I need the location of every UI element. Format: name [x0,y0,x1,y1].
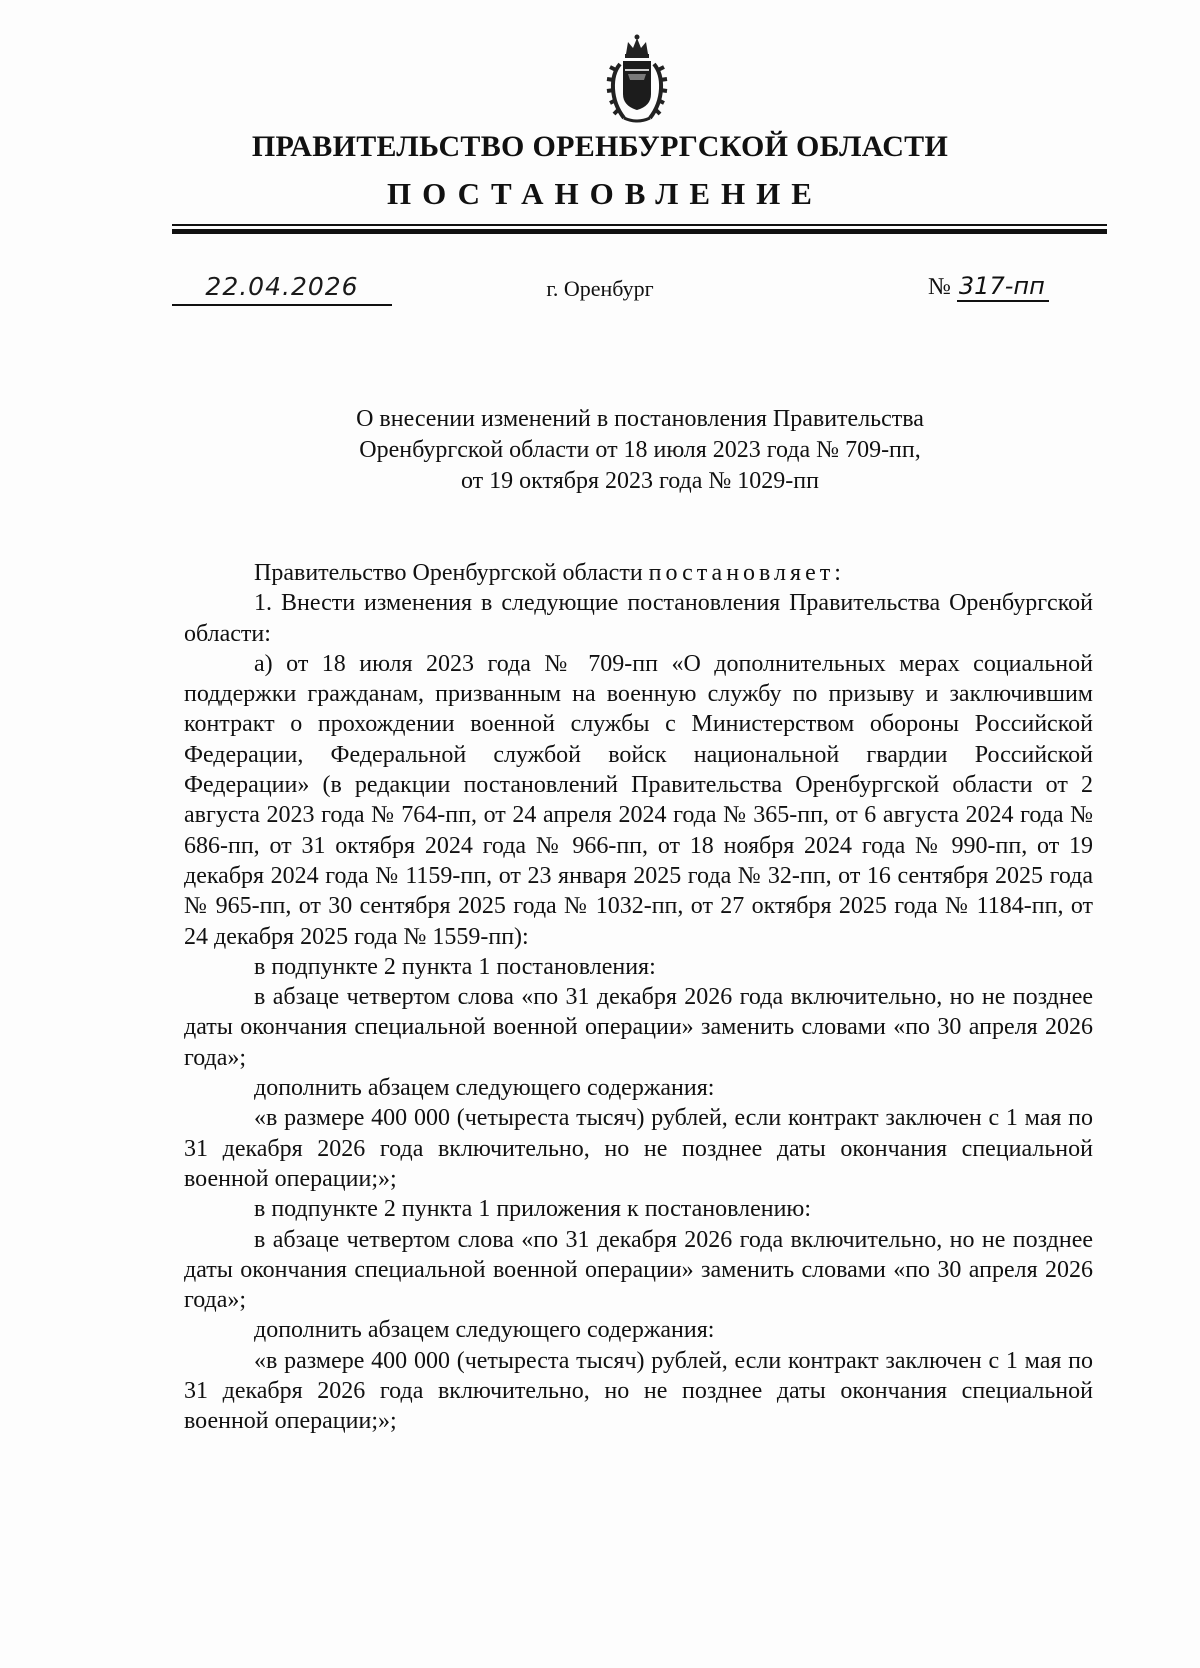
paragraph: в абзаце четвертом слова «по 31 декабря 2026 года включительно, но не позднее даты окончания специальной военной операции» заменить словами «по 30 апреля 2026 года»; [184,1226,1093,1314]
subject-line: от 19 октября 2023 года № 1029-пп [461,468,819,494]
subject-line: Оренбургской области от 18 июля 2023 года № 709-пп, [359,437,921,463]
government-title: ПРАВИТЕЛЬСТВО ОРЕНБУРГСКОЙ ОБЛАСТИ [251,130,949,163]
intro-paragraph [184,558,1093,588]
paragraph: «в размере 400 000 (четыреста тысяч) рублей, если контракт заключен с 1 мая по 31 декабря 2026 года включительно, но не позднее даты окончания специальной военной операции;»; [184,1347,1093,1435]
paragraph: 1. Внести изменения в следующие постановления Правительства Оренбургской области: [184,590,1093,647]
document-subject [170,404,1110,497]
header-divider-thin [172,224,1107,226]
intro-prefix: Правительство Оренбургской области [254,560,649,586]
number-value: 317-пп [957,272,1049,302]
header-divider-thick [172,229,1107,234]
paragraph: «в размере 400 000 (четыреста тысяч) рублей, если контракт заключен с 1 мая по 31 декабря 2026 года включительно, но не позднее даты окончания специальной военной операции;»; [184,1105,1093,1192]
document-date: 22.04.2026 [172,270,392,306]
subject-line: О внесении изменений в постановления Правительства [356,406,924,432]
document-type-title: ПОСТАНОВЛЕНИЕ [387,176,823,211]
paragraph: дополнить абзацем следующего содержания: [254,1317,715,1344]
paragraph: в абзаце четвертом слова «по 31 декабря 2026 года включительно, но не позднее даты окончания специальной военной операции» заменить словами «по 30 апреля 2026 года»; [184,984,1093,1071]
paragraph: дополнить абзацем следующего содержания: [254,1075,715,1102]
paragraph: в подпункте 2 пункта 1 постановления: [254,953,656,980]
coat-of-arms-icon [606,34,668,126]
document-body [184,558,1093,1437]
document-city: г. Оренбург [546,276,654,301]
paragraph: в подпункте 2 пункта 1 приложения к постановлению: [254,1196,812,1223]
document-number [928,272,1049,301]
number-label: № [928,274,951,300]
paragraph: а) от 18 июля 2023 года № 709-пп «О дополнительных мерах социальной поддержки гражданам, призванным на военную службу по призыву и заключившим контракт о прохождении военной службы с Министерством обороны Российской Федерации, Федеральной службой войск национальной гвардии Российской Федерации» (в редакции постановлений Правительства Оренбургской области от 2 августа 2023 года № 764-пп, от 24 апреля 2024 года № 365-пп, от 6 августа 2024 года № 686-пп, от 31 октября 2024 года № 966-пп, от 18 ноября 2024 года № 990-пп, от 19 декабря 2024 года № 1159-пп, от 23 января 2025 года № 32-пп, от 16 сентября 2025 года № 965-пп, от 30 сентября 2025 года № 1032-пп, от 27 октября 2025 года № 1184-пп, от 24 декабря 2025 года № 1559-пп): [184,650,1093,950]
intro-action: постановляет: [648,560,845,586]
